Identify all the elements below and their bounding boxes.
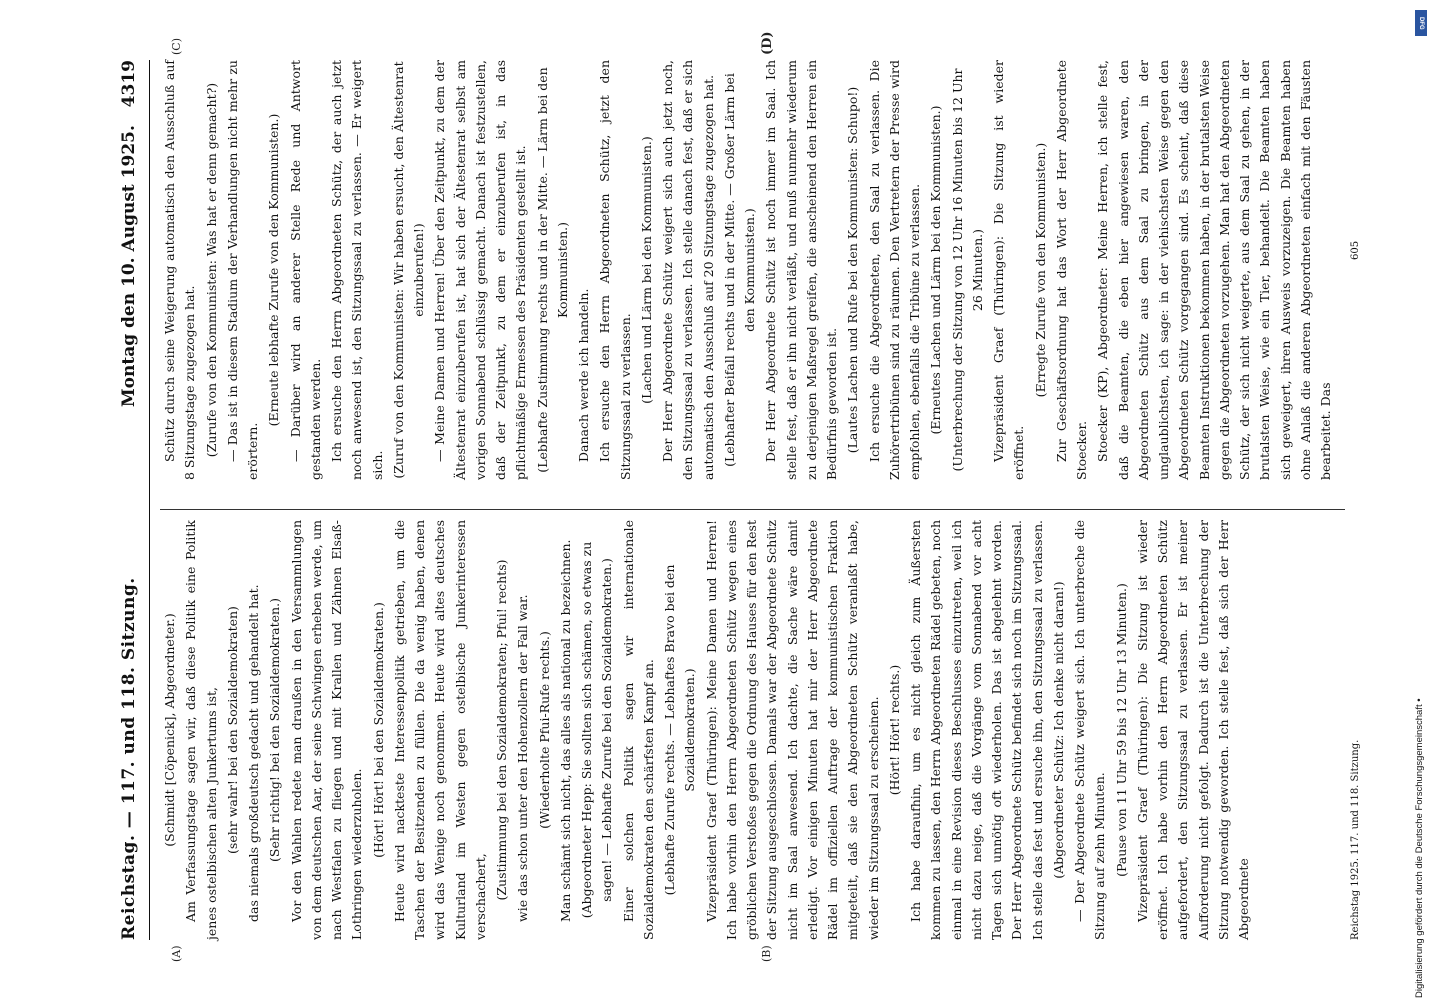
- paragraph: Schütz durch seine Weigerung automatisch den Ausschluß auf 8 Sitzungstage zugezogen hat.: [162, 60, 198, 480]
- page-number: 4319: [119, 60, 139, 108]
- paragraph: Heute wird nackteste Interessenpolitik getrieben, um die Taschen der Besitzenden zu füllen. Die da wenig haben, denen wird das Wenige noch genommen. Heute wird altes deutsches Kulturland im Westen gegen ostelbische Junkerinteressen verschachert,: [391, 520, 488, 940]
- dfg-credit-strip: [1414, 8, 1428, 998]
- interjection: (Zustimmung bei den Sozialdemokraten; Pfui! rechts): [494, 559, 509, 901]
- paragraph: Man schämt sich nicht, das alles als national zu bezeichnen.: [557, 539, 573, 922]
- text-column-left: [160, 520, 1255, 940]
- paragraph: wie das schon unter den Hohenzollern der Fall war.: [515, 594, 531, 922]
- header-date-text: Montag den 10. August 1925.: [119, 125, 139, 408]
- paragraph: — Meine Damen und Herren! Über den Zeitpunkt, zu dem der Ältestenrat einzuberufen ist, hat sich der Ältestenrat selbst am vorigen Sonnabend schlüssig gemacht. Danach ist festzustellen, daß der Zeitpunkt, zu dem er einzuberufen ist, in das pflichtmäßige Ermessen des Präsidenten gestellt ist.: [432, 60, 529, 480]
- paragraph: das niemals großdeutsch gedacht und gehandelt hat.: [246, 584, 261, 922]
- interjection: (Lautes Lachen und Rufe bei den Kommunisten: Schupo!): [845, 86, 861, 454]
- paragraph: Am Verfassungstage sagen wir, daß diese Politik eine Politik jenes ostelbischen alten Junkertums ist,: [183, 520, 219, 940]
- page-header: [115, 60, 150, 940]
- interjection: (Hört! Hört! rechts.): [886, 664, 902, 796]
- interjection: (Erregte Zurufe von den Kommunisten.): [1032, 142, 1048, 398]
- interjection: (Zuruf von den Kommunisten: Wir haben ersucht, den Ältestenrat einzuberufen!): [390, 61, 426, 479]
- paragraph: Vizepräsident Graef (Thüringen): Meine Damen und Herren! Ich habe vorhin den Herrn Abgeordneten Schütz wegen eines gröblichen Verstoßes gegen die Ordnung des Hauses für den Rest der Sitzung ausgeschlossen. Damals war der Abgeordnete Schütz nicht im Saal anwesend. Ich dachte, die Sache wäre damit erledigt. Vor einigen Minuten hat mir der Herr Abgeordnete Rädel im offiziellen Auftrage der kommunistischen Fraktion mitgeteilt, daß sie den Abgeordneten Schütz veranlaßt habe, wieder im Sitzungssaal zu erscheinen.: [703, 520, 881, 940]
- margin-marker-c: (C): [170, 38, 183, 55]
- paragraph: Einer solchen Politik sagen wir internationale Sozialdemokraten den schärfsten Kampf an.: [620, 520, 656, 940]
- page-footer: Reichstag 1925. 117. und 118. Sitzung.: [1350, 739, 1361, 940]
- header-title: Reichstag. — 117. und 118. Sitzung.: [119, 577, 139, 940]
- paragraph: Der Herr Abgeordnete Schütz ist noch immer im Saal. Ich stelle fest, daß er ihn nicht verläßt, und muß nunmehr wiederum zu derjenigen Maßregel greifen, die anscheinend den Herren ein Bedürfnis geworden ist.: [763, 60, 839, 480]
- interjection: (sehr wahr! bei den Sozialdemokraten): [224, 606, 240, 854]
- interjection: (Abgeordneter Hepp: Sie sollten sich schämen, so etwas zu sagen! — Lebhafte Zurufe bei den Sozialdemokraten.): [579, 541, 615, 919]
- paragraph: Stoecker (KP), Abgeordneter: Meine Herren, ich stelle fest, daß die Beamten, die eben hier angewiesen waren, den Abgeordneten Schütz aus dem Saal zu bringen, in der unglaublichsten, ich sage: in der viehischsten Weise gegen den Abgeordneten Schütz vorgegangen sind. Es scheint, daß diese Beamten Instruktionen bekommen haben, in der brutalsten Weise gegen die Abgeordneten vorzugehen. Man hat den Abgeordneten Schütz, der sich nicht weigerte, aus dem Saal zu gehen, in der brutalsten Weise, wie ein Tier, behandelt. Die Beamten haben sich geweigert, ihren Ausweis vorzuzeigen. Die Beamten haben ohne Anlaß die anderen Abgeordneten einfach mit den Fäusten bearbeitet. Das: [1095, 60, 1333, 480]
- interjection: (Pause von 11 Uhr 59 bis 12 Uhr 13 Minuten.): [1113, 583, 1129, 877]
- interjection: (Sehr richtig! bei den Sozialdemokraten.): [267, 598, 283, 862]
- paragraph: Ich ersuche den Herrn Abgeordneten Schütz, jetzt den Sitzungssaal zu verlassen.: [597, 60, 633, 480]
- margin-marker-d: (D): [760, 31, 775, 55]
- dfg-credit-text: Digitalisierung gefördert durch die Deutsche Forschungsgemeinschaft •: [1414, 698, 1425, 998]
- interjection: (Hört! Hört! bei den Sozialdemokraten.): [370, 602, 386, 858]
- margin-marker-a: (A): [170, 945, 183, 962]
- interjection: (Wiederholte Pfui-Rufe rechts.): [536, 631, 552, 829]
- interjection: (Lachen und Lärm bei den Kommunisten.): [638, 136, 654, 404]
- interjection: (Lebhafter Beifall rechts und in der Mitte. — Großer Lärm bei den Kommunisten.): [721, 73, 757, 467]
- rotated-page-content: [60, 0, 1370, 1000]
- header-date: [119, 60, 139, 407]
- interjection: (Unterbrechung der Sitzung von 12 Uhr 16 Minuten bis 12 Uhr 26 Minuten.): [949, 68, 985, 472]
- text-column-right: [160, 60, 1337, 480]
- paragraph: — Das ist in diesem Stadium der Verhandlungen nicht mehr zu erörtern.: [224, 60, 260, 480]
- paragraph: Vizepräsident Graef (Thüringen): Die Sitzung ist wieder eröffnet.: [991, 60, 1027, 480]
- interjection: (Erneute lebhafte Zurufe von den Kommunisten.): [266, 113, 282, 427]
- paragraph: — Der Abgeordnete Schütz weigert sich. Ich unterbreche die Sitzung auf zehn Minuten.: [1072, 520, 1108, 940]
- scanned-page: [60, 0, 1414, 1000]
- interjection: (Schmidt [Cöpenick], Abgeordneter.): [162, 613, 177, 847]
- paragraph: Vizepräsident Graef (Thüringen): Die Sitzung ist wieder eröffnet. Ich habe vorhin den Herrn Abgeordneten Schütz aufgefordert, den Sitzungssaal zu verlassen. Er ist meiner Aufforderung nicht gefolgt. Dadurch ist die Unterbrechung der Sitzung notwendig geworden. Ich stelle fest, daß sich der Herr Abgeordnete: [1134, 520, 1251, 940]
- interjection: (Abgeordneter Schütz: Ich denke nicht daran!): [1050, 581, 1066, 879]
- paragraph: Zur Geschäftsordnung hat das Wort der Herr Abgeordnete Stoecker.: [1053, 60, 1089, 480]
- interjection: (Lebhafte Zurufe rechts. — Lebhaftes Bravo bei den Sozialdemokraten.): [662, 564, 698, 896]
- paragraph: Ich ersuche die Abgeordneten, den Saal zu verlassen. Die Zuhörertribünen sind zu räumen. Den Vertretern der Presse wird empfohlen, ebenfalls die Tribüne zu verlassen.: [866, 60, 922, 480]
- interjection: (Zurufe von den Kommunisten: Was hat er denn gemacht?): [203, 82, 219, 458]
- paragraph: Der Herr Abgeordnete Schütz weigert sich auch jetzt noch, den Sitzungssaal zu verlassen. Ich stelle danach fest, daß er sich automatisch den Ausschluß auf 20 Sitzungstage zugezogen hat.: [660, 60, 716, 480]
- column-divider: [160, 509, 1345, 510]
- paragraph: Ich ersuche den Herrn Abgeordneten Schütz, der auch jetzt noch anwesend ist, den Sitzungssaal zu verlassen. — Er weigert sich.: [329, 60, 385, 480]
- paragraph: — Darüber wird an anderer Stelle Rede und Antwort gestanden werden.: [287, 60, 323, 480]
- dfg-logo: DFG: [1415, 10, 1427, 36]
- interjection: (Lebhafte Zustimmung rechts und in der Mitte. — Lärm bei den Kommunisten.): [534, 67, 570, 473]
- signature-mark: 605: [1350, 240, 1361, 260]
- paragraph: Vor den Wahlen redete man draußen in den Versammlungen von dem deutschen Aar, der seine Schwingen erheben werde, um nach Westfalen zu fliegen und mit Krallen und Zähnen Elsaß-Lothringen wiederzuholen.: [288, 520, 365, 940]
- paragraph: Danach werde ich handeln.: [576, 288, 591, 462]
- margin-marker-b: (B): [760, 945, 773, 962]
- interjection: (Erneutes Lachen und Lärm bei den Kommunisten.): [928, 105, 944, 435]
- paragraph: Ich habe daraufhin, um es nicht gleich zum Äußersten kommen zu lassen, den Herrn Abgeordneten Rädel gebeten, noch einmal in eine Revision dieses Beschlusses einzutreten, weil ich nicht dazu neige, daß die Vorgänge vom Sonnabend vor acht Tagen sich unnötig oft wiederholen. Das ist abgelehnt worden. Der Herr Abgeordnete Schütz befindet sich noch im Sitzungssaal. Ich stelle das fest und ersuche ihn, den Sitzungssaal zu verlassen.: [908, 520, 1045, 940]
